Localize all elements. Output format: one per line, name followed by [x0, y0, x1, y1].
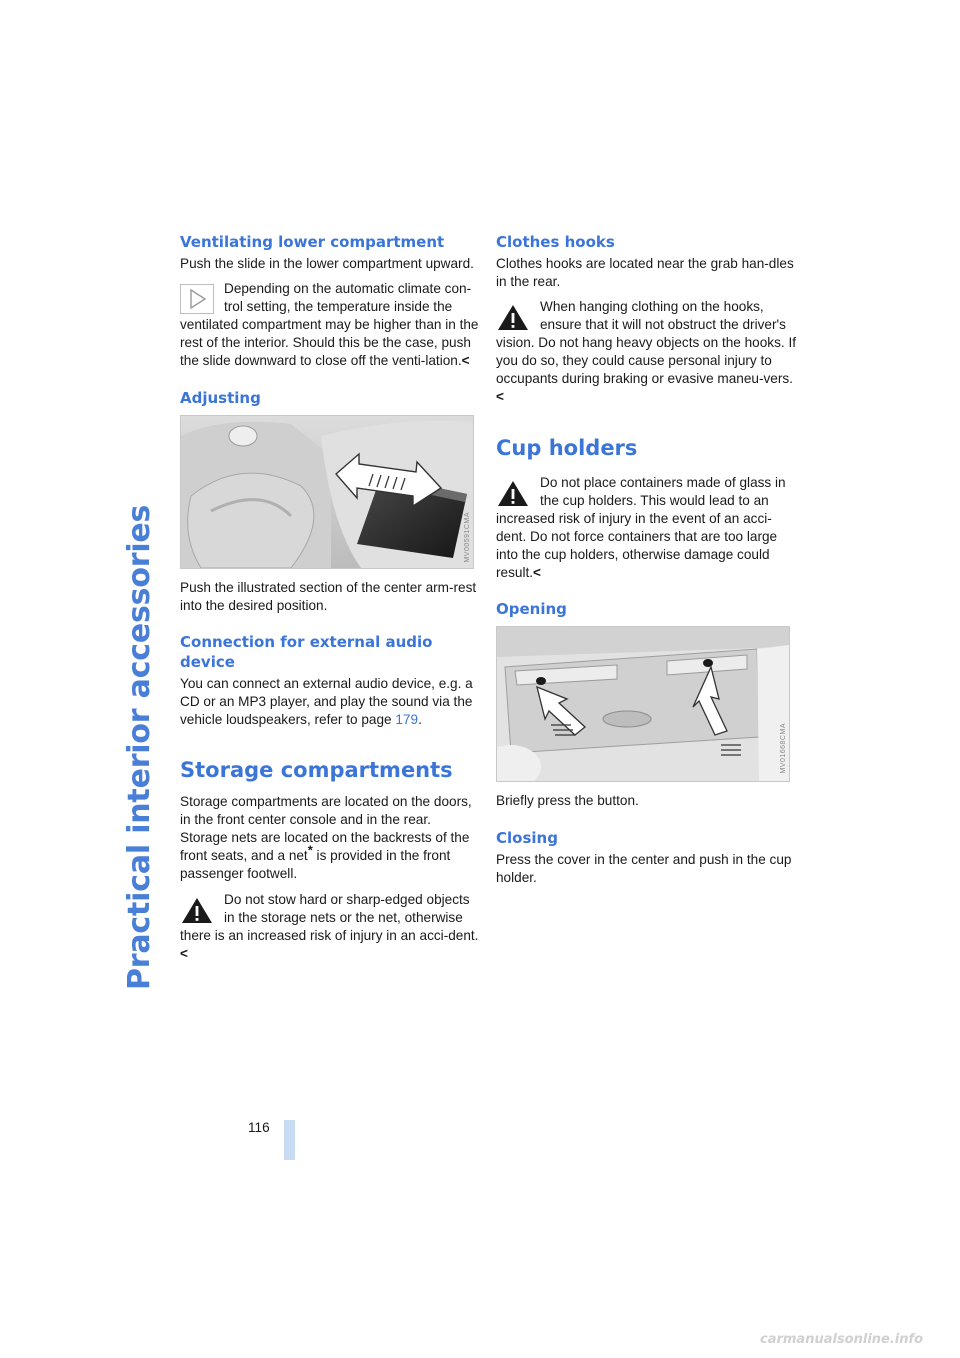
cup-holders-warning	[496, 474, 796, 582]
end-mark: <	[533, 565, 541, 580]
armrest-illustration	[181, 416, 473, 568]
cup-holders-warning-text: Do not place containers made of glass in the cup holders. This would lead to an increased risk of injury in the event of an acci-dent. Do not force containers that are too large into the cup holders, otherwise damage could result.	[496, 475, 786, 580]
footer-watermark	[760, 1330, 950, 1352]
storage-text: Storage compartments are located on the doors, in the front center console and in the rear.	[180, 794, 472, 827]
end-mark: <	[496, 389, 504, 404]
footer-text: carmanualsonline.info	[760, 1332, 924, 1347]
end-mark: <	[180, 946, 188, 961]
cup-holder-illustration	[497, 627, 789, 781]
left-column	[180, 232, 480, 963]
note-arrow-icon	[180, 284, 214, 314]
ventilating-note	[180, 280, 480, 370]
storage-nets-body: Storage nets are located on the backrests of the front seats, and a net	[180, 830, 470, 863]
warning-triangle-icon	[496, 302, 530, 332]
option-asterisk: *	[307, 842, 313, 858]
audio-heading: Connection for external audio device	[180, 633, 433, 671]
ventilating-text: Push the slide in the lower compartment upward.	[180, 256, 474, 271]
storage-nets-end: is provided in the front passenger footwell.	[180, 848, 451, 881]
page-reference-link[interactable]: 179	[395, 712, 419, 727]
hooks-heading: Clothes hooks	[496, 233, 615, 251]
end-mark: <	[461, 353, 470, 368]
section-title: Practical interior accessories	[122, 504, 157, 990]
closing-heading: Closing	[496, 829, 558, 847]
hooks-text: Clothes hooks are located near the grab han-dles in the rear.	[496, 256, 794, 289]
audio-text	[180, 675, 480, 729]
page-marker-bar	[284, 1120, 295, 1160]
opening-heading: Opening	[496, 600, 567, 618]
adjusting-heading: Adjusting	[180, 389, 261, 407]
storage-heading: Storage compartments	[180, 758, 453, 782]
cup-holders-heading: Cup holders	[496, 436, 638, 460]
adjusting-text: Push the illustrated section of the center arm-rest into the desired position.	[180, 580, 477, 613]
armrest-image-code: MV00591CMA	[464, 512, 471, 563]
warning-triangle-icon	[496, 478, 530, 508]
audio-text-body: You can connect an external audio device, e.g. a CD or an MP3 player, and play the sound via the vehicle loudspeakers, refer to page	[180, 676, 473, 727]
hooks-warning-text: When hanging clothing on the hooks, ensure that it will not obstruct the driver's vision. Do not hang heavy objects on the hooks. If you do so, they could cause personal injury to occupants during braking or evasive maneu-vers.	[496, 299, 797, 386]
ventilating-note-text: Depending on the automatic climate con-trol setting, the temperature inside the ventilated compartment may be higher than in the rest of the interior. Should this be the case, push the slide downward to close off the venti-lation.	[180, 281, 479, 368]
right-column	[496, 232, 796, 887]
armrest-figure	[180, 415, 474, 569]
audio-text-end: .	[418, 712, 422, 727]
storage-warning-text: Do not stow hard or sharp-edged objects in the storage nets or the net, otherwise there is an increased risk of injury in an acci-dent.	[180, 892, 479, 943]
warning-triangle-icon	[180, 895, 214, 925]
opening-text: Briefly press the button.	[496, 793, 639, 808]
cup-holder-image-code: MV01668CMA	[780, 723, 787, 774]
hooks-warning	[496, 298, 796, 406]
ventilating-heading: Ventilating lower compartment	[180, 233, 445, 251]
storage-nets-text	[180, 829, 480, 883]
closing-text: Press the cover in the center and push in the cup holder.	[496, 852, 792, 885]
page-number: 116	[248, 1120, 270, 1135]
cup-holder-figure	[496, 626, 790, 782]
storage-warning	[180, 891, 480, 963]
